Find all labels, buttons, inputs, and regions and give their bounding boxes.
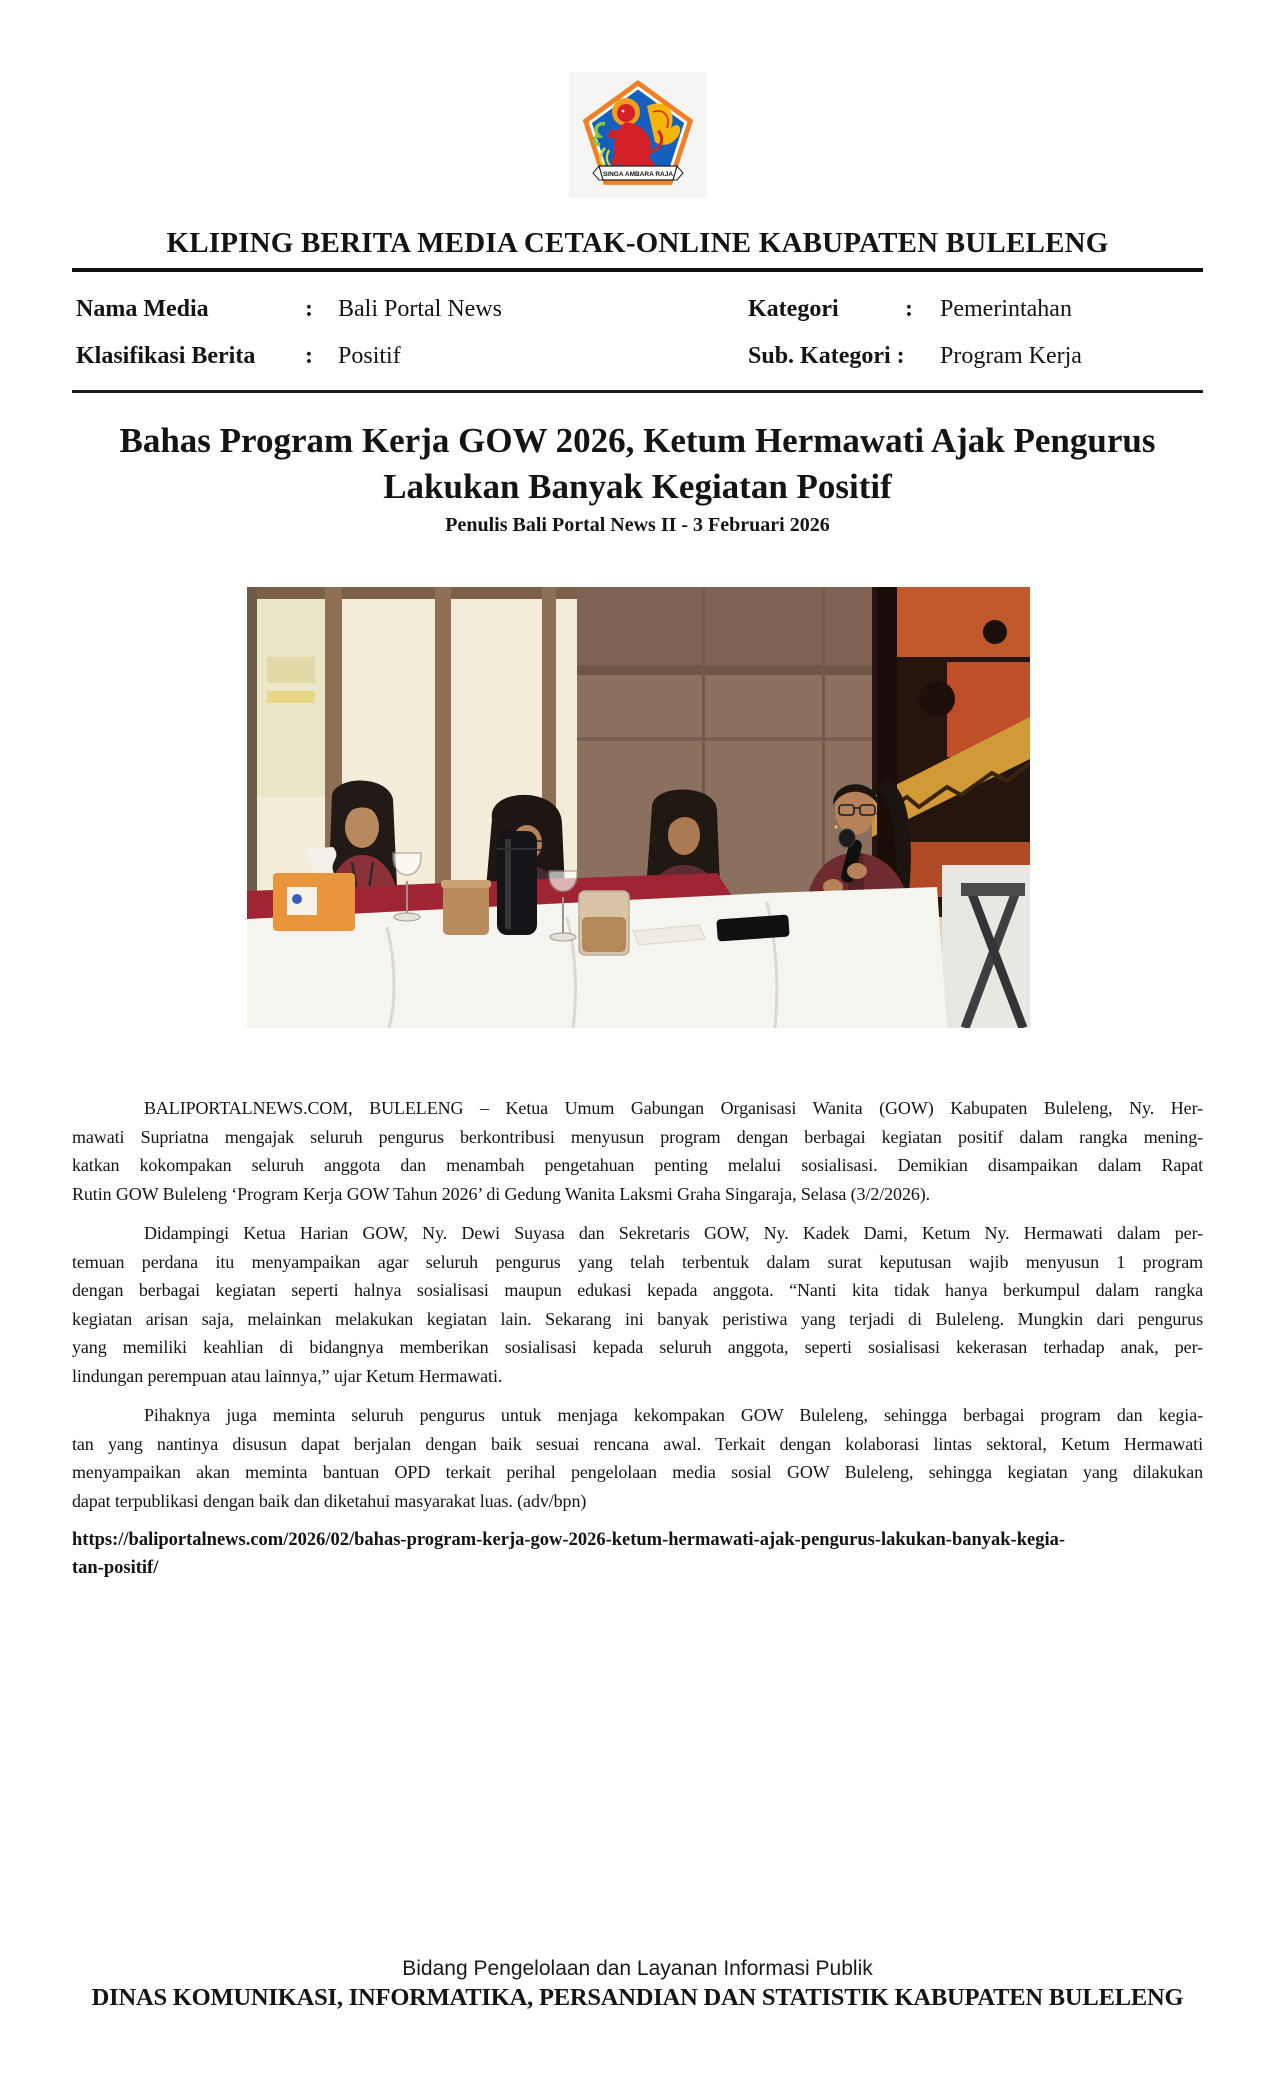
paragraph-line: Didampingi Ketua Harian GOW, Ny. Dewi Suyasa dan Sekretaris GOW, Ny. Kadek Dami, Ketum Ny. Hermawati dalam per- <box>144 1223 1203 1243</box>
article-paragraph <box>72 1401 1203 1515</box>
meta-label-kategori: Kategori <box>748 296 839 322</box>
article-source-url[interactable] <box>72 1526 1203 1582</box>
article-paragraph <box>72 1094 1203 1208</box>
meta-divider <box>72 390 1203 393</box>
meta-colon: : <box>305 343 313 369</box>
paragraph-line: kegiatan arisan saja, melainkan melakukan kegiatan lain. Sekarang ini banyak peristiwa yang terjadi di Buleleng. Mungkin dari pengurus <box>72 1308 1203 1329</box>
paragraph-line: dengan berbagai kegiatan seperti halnya sosialisasi maupun edukasi kepada anggota. “Nanti kita tidak hanya berkumpul dalam rangka <box>72 1280 1203 1300</box>
meta-label-nama-media: Nama Media <box>76 296 209 322</box>
meta-row-2 <box>0 343 1275 377</box>
meta-row-1 <box>0 296 1275 330</box>
emblem-banner-text: SINGA AMBARA RAJA <box>602 171 674 178</box>
article-url-line-1[interactable]: https://baliportalnews.com/2026/02/bahas-program-kerja-gow-2026-ketum-hermawati-ajak-pengurus-lakukan-banyak-kegia- <box>72 1530 1066 1550</box>
article-title-line-1: Bahas Program Kerja GOW 2026, Ketum Hermawati Ajak Pengurus <box>119 421 1156 460</box>
paragraph-line: katkan kokompakan seluruh anggota dan menambah pengetahuan penting melalui sosialisasi. Demikian disampaikan dalam Rapat <box>72 1155 1203 1175</box>
regency-emblem <box>569 72 707 198</box>
meta-colon: : <box>905 296 913 322</box>
meta-colon: : <box>305 296 313 322</box>
article-byline: Penulis Bali Portal News II - 3 Februari 2026 <box>445 514 830 536</box>
paragraph-line: dapat terpublikasi dengan baik dan diketahui masyarakat luas. (adv/bpn) <box>72 1490 587 1511</box>
paragraph-line: temuan perdana itu menyampaikan agar seluruh pengurus yang telah terbentuk dalam surat keputusan wajib menyusun 1 program <box>72 1251 1203 1272</box>
footer-division-line: Bidang Pengelolaan dan Layanan Informasi Publik <box>402 1957 873 1980</box>
article-paragraph <box>72 1219 1203 1390</box>
paragraph-line: tan yang nantinya disusun dapat berjalan dengan baik sesuai rencana awal. Terkait dengan kolaborasi lintas sektoral, Ketum Hermawati <box>72 1433 1203 1454</box>
paragraph-line: yang memiliki keahlian di bidangnya memberikan sosialisasi kepada seluruh anggota, seperti sosialisasi kekerasan terhadap anak, per- <box>72 1337 1203 1357</box>
footer-agency-line: DINAS KOMUNIKASI, INFORMATIKA, PERSANDIAN DAN STATISTIK KABUPATEN BULELENG <box>91 1984 1184 2011</box>
meta-label-sub-kategori: Sub. Kategori : <box>748 343 905 369</box>
meta-value-nama-media: Bali Portal News <box>338 296 502 322</box>
paragraph-line: Pihaknya juga meminta seluruh pengurus untuk menjaga kekompakan GOW Buleleng, sehingga berbagai program dan kegia- <box>144 1405 1203 1425</box>
clipping-header-title: KLIPING BERITA MEDIA CETAK-ONLINE KABUPATEN BULELENG <box>166 227 1109 259</box>
paragraph-line: mawati Supriatna mengajak seluruh pengurus berkontribusi menyusun program dengan berbagai kegiatan positif dalam rangka mening- <box>72 1126 1203 1147</box>
paragraph-line: Rutin GOW Buleleng ‘Program Kerja GOW Tahun 2026’ di Gedung Wanita Laksmi Graha Singaraja, Selasa (3/2/2026). <box>72 1183 931 1204</box>
meta-value-sub-kategori: Program Kerja <box>940 343 1082 369</box>
buleleng-regency-emblem-icon <box>569 72 707 198</box>
meta-label-klasifikasi: Klasifikasi Berita <box>76 343 256 369</box>
article-title-line-2: Lakukan Banyak Kegiatan Positif <box>383 467 892 506</box>
meta-value-klasifikasi: Positif <box>338 343 401 369</box>
paragraph-line: lindungan perempuan atau lainnya,” ujar Ketum Hermawati. <box>72 1365 503 1386</box>
paragraph-line: menyampaikan akan meminta bantuan OPD terkait perihal pengelolaan media sosial GOW Buleleng, sehingga kegiatan yang dilakukan <box>72 1462 1203 1482</box>
article-photo <box>247 587 1030 1028</box>
meta-value-kategori: Pemerintahan <box>940 296 1072 322</box>
paragraph-line: BALIPORTALNEWS.COM, BULELENG – Ketua Umum Gabungan Organisasi Wanita (GOW) Kabupaten Buleleng, Ny. Her- <box>144 1098 1203 1118</box>
header-divider <box>72 268 1203 272</box>
article-url-line-2[interactable]: tan-positif/ <box>72 1558 159 1578</box>
article-body <box>72 1094 1203 1582</box>
